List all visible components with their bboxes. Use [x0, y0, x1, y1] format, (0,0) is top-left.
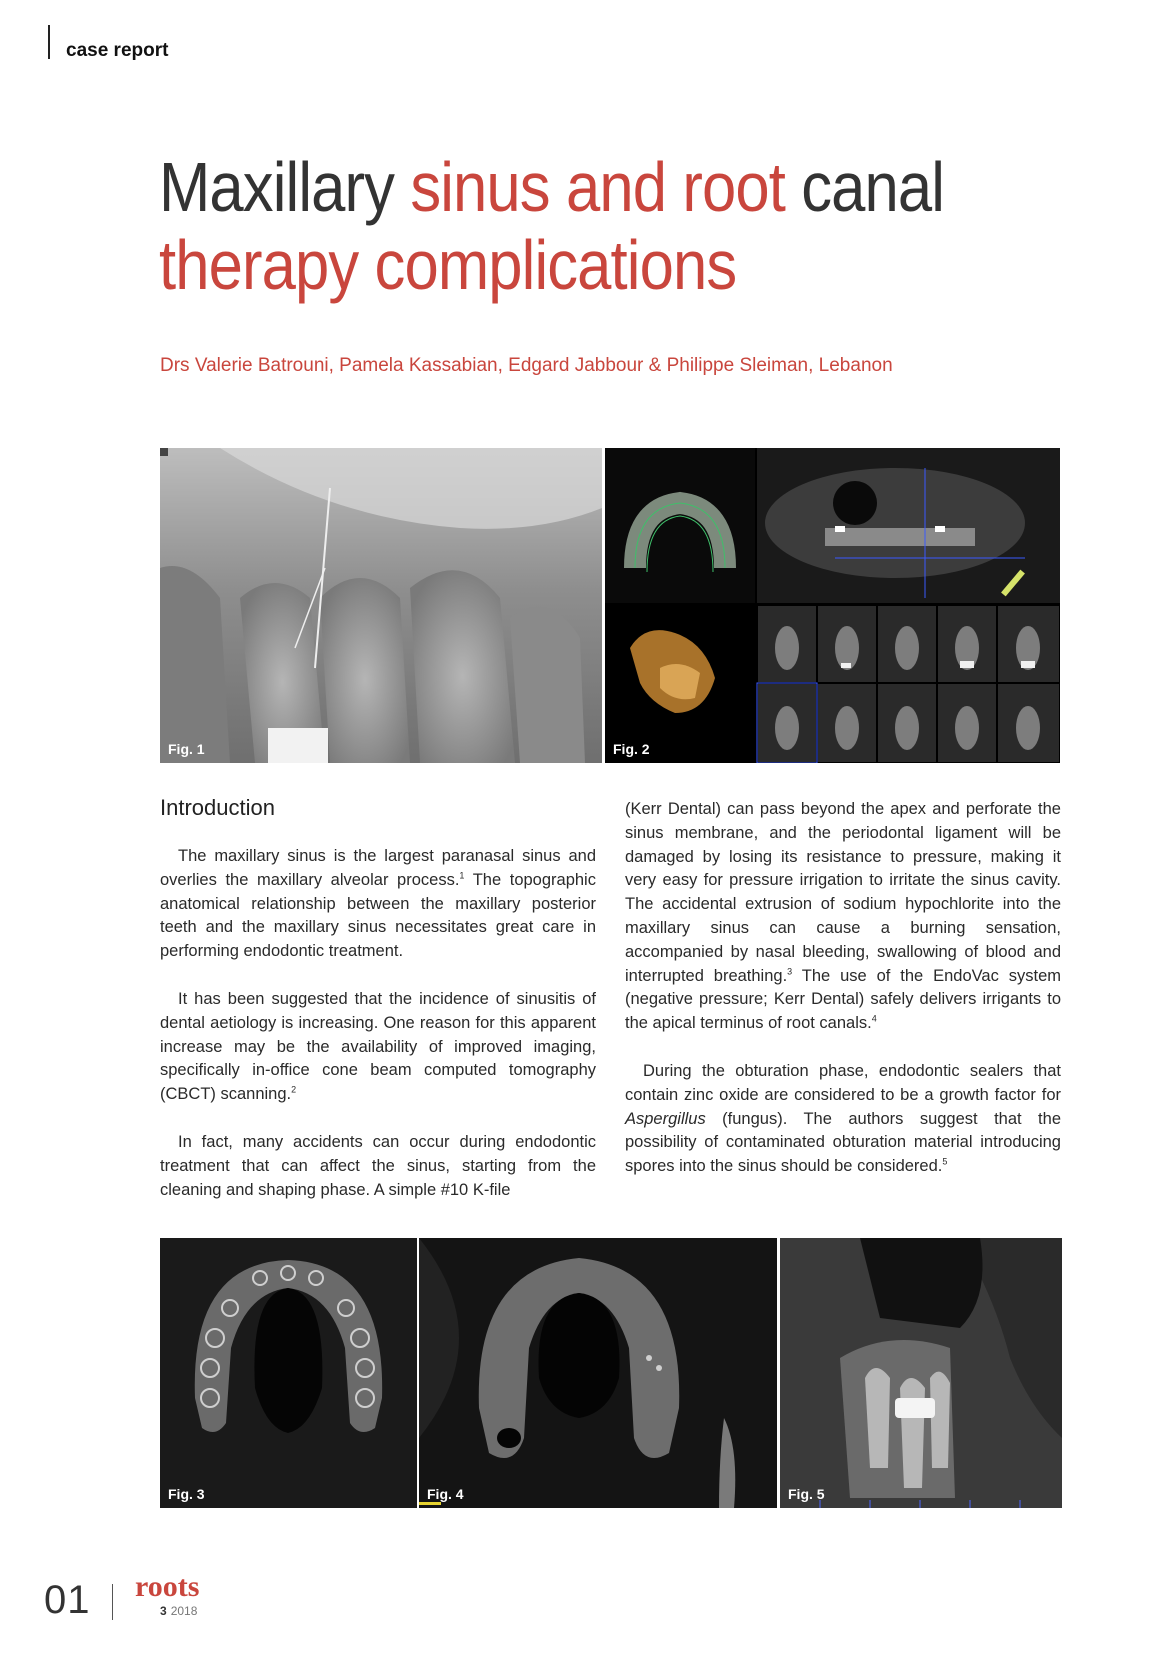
issue-number: 3 — [160, 1604, 167, 1618]
section-rule — [48, 25, 50, 59]
title-part-4: therapy complications — [159, 226, 737, 304]
figure-4-label: Fig. 4 — [427, 1486, 464, 1502]
title-part-1: Maxillary — [159, 148, 411, 226]
paragraph-2 — [160, 988, 596, 1107]
paragraph-3: In fact, many accidents can occur during endodontic treatment that can affect the sinus, starting from the cleaning and shaping phase. A simple #10 K-file — [160, 1132, 596, 1199]
reference-1: 1 — [459, 870, 465, 881]
paragraph-5-text-cont: (fungus). The authors suggest that the possibility of contaminated obturation material introducing spores into the sinus should be considered. — [625, 1109, 1061, 1176]
reference-2: 2 — [291, 1084, 297, 1095]
paragraph-5 — [625, 1060, 1061, 1179]
paragraph-1 — [160, 845, 596, 964]
paragraph-2-text: It has been suggested that the incidence of sinusitis of dental aetiology is increasing. One reason for this apparent increase may be the availability of improved imaging, specifically in-office cone beam computed tomography (CBCT) scanning. — [160, 989, 596, 1104]
column-left — [160, 845, 596, 1226]
figure-1-radiograph — [160, 448, 602, 763]
figure-2-cbct-composite — [605, 448, 1060, 763]
authors: Drs Valerie Batrouni, Pamela Kassabian, Edgard Jabbour & Philippe Sleiman, Lebanon — [160, 355, 893, 376]
section-heading-introduction: Introduction — [160, 795, 275, 820]
title-part-2: sinus and root — [410, 148, 785, 226]
paragraph-4-text-cont: The use of the EndoVac system (negative pressure; Kerr Dental) safely delivers irrigants to the apical terminus of root canals. — [625, 966, 1061, 1033]
paragraph-1-text-cont: The topographic anatomical relationship between the maxillary posterior teeth and the maxillary sinus necessitates great care in performing endodontic treatment. — [160, 870, 596, 961]
paragraph-4 — [625, 798, 1061, 1036]
section-label: case report — [66, 40, 169, 61]
paragraph-5-text: During the obturation phase, endodontic sealers that contain zinc oxide are considered to be a growth factor for — [625, 1061, 1061, 1104]
article-title — [159, 148, 951, 304]
figure-2-label: Fig. 2 — [613, 741, 650, 757]
figure-1-label: Fig. 1 — [168, 741, 205, 757]
reference-5: 5 — [942, 1156, 948, 1167]
issue-info — [160, 1604, 197, 1618]
figure-5-label: Fig. 5 — [788, 1486, 825, 1502]
page-number: 01 — [44, 1578, 91, 1622]
reference-4: 4 — [871, 1013, 877, 1024]
figure-5-sagittal-ct — [780, 1238, 1062, 1508]
figure-3-axial-ct — [160, 1238, 417, 1508]
reference-3: 3 — [787, 966, 793, 977]
figure-3-label: Fig. 3 — [168, 1486, 205, 1502]
column-right — [625, 798, 1061, 1203]
paragraph-4-text: (Kerr Dental) can pass beyond the apex and perforate the sinus membrane, and the periodontal ligament will be damaged by losing its resistance to pressure, making it very easy for pressure irrigation to irritate the sinus cavity. The accidental extrusion of sodium hypochlorite into the maxillary sinus can cause a burning sensation, accompanied by nasal bleeding, swallowing of blood and interrupted breathing. — [625, 800, 1061, 985]
figure-4-axial-ct — [419, 1238, 777, 1508]
paragraph-5-italic: Aspergillus — [625, 1109, 706, 1128]
magazine-logo: roots — [135, 1570, 200, 1603]
footer-rule — [112, 1584, 113, 1620]
paragraph-1-text: The maxillary sinus is the largest paranasal sinus and overlies the maxillary alveolar process. — [160, 847, 596, 889]
title-part-3: canal — [784, 148, 945, 226]
issue-year: 2018 — [170, 1604, 198, 1618]
